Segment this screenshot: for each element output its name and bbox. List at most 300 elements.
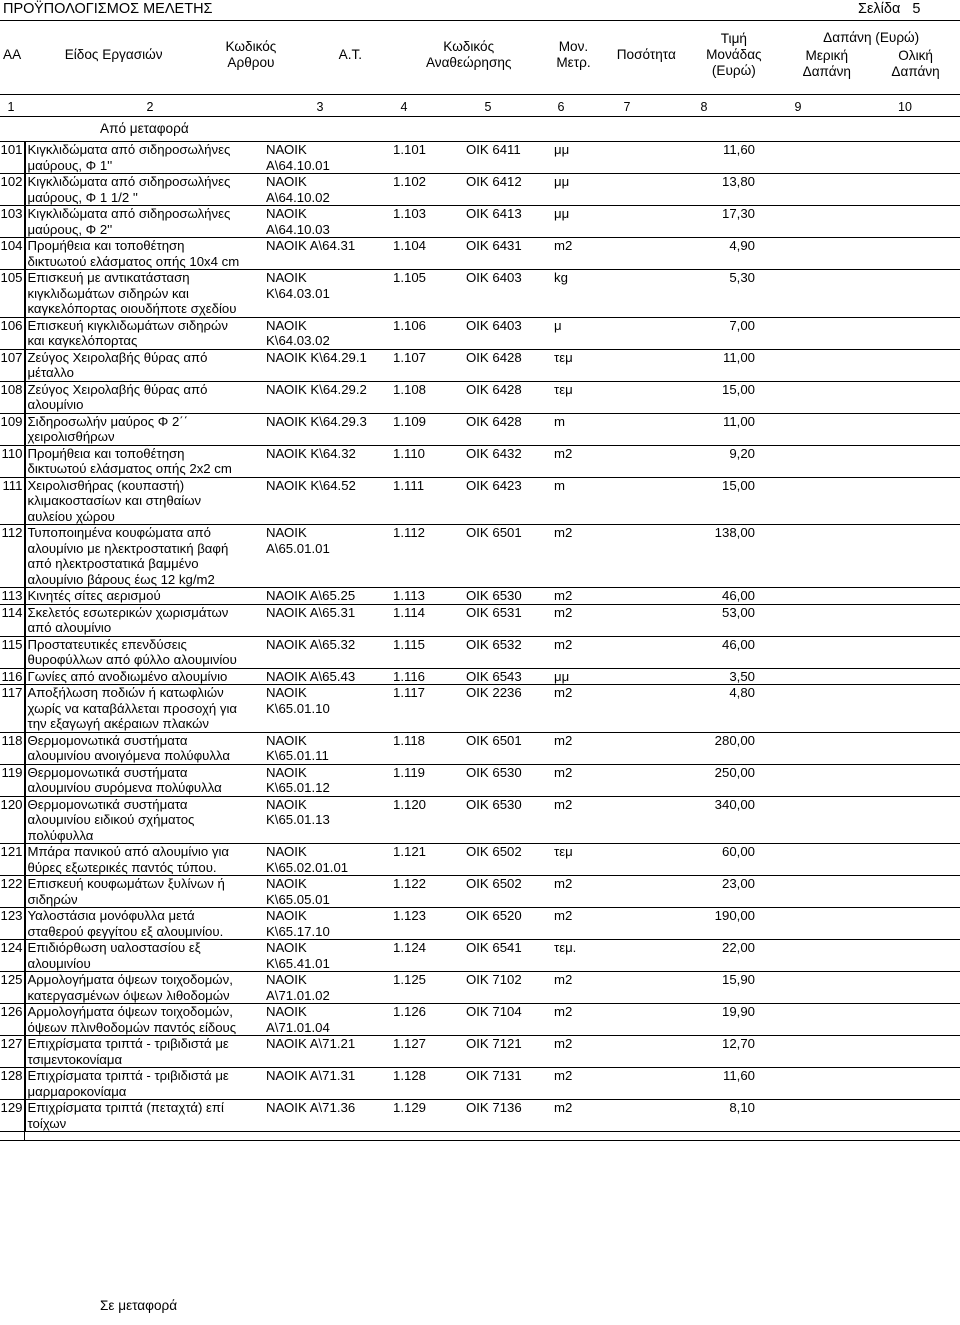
- article-code: [263, 317, 393, 349]
- cost-cells: [760, 876, 960, 908]
- unit: m2: [554, 1004, 634, 1036]
- article-code: [263, 668, 393, 685]
- unit: τεμ: [554, 844, 634, 876]
- article-code-line: ΝΑΟΙΚ Α\65.25: [266, 588, 356, 603]
- table-row: [0, 588, 960, 605]
- description-line: Θερμομονωτικά συστήματα: [27, 796, 188, 812]
- item-description: [25, 142, 263, 174]
- unit-price: 11,00: [634, 349, 760, 381]
- item-number: 109: [0, 413, 25, 445]
- article-code-line: ΝΑΟΙΚ: [266, 732, 307, 748]
- article-code-line: ΝΑΟΙΚ: [266, 270, 307, 285]
- unit: m2: [554, 636, 634, 668]
- item-description: [25, 174, 263, 206]
- article-code: [263, 908, 393, 940]
- table-row: [0, 668, 960, 685]
- unit-price: 15,90: [634, 972, 760, 1004]
- at-code: 1.108: [393, 381, 466, 413]
- unit: m2: [554, 445, 634, 477]
- unit: m2: [554, 1036, 634, 1068]
- article-code-line: Κ\65.01.10: [266, 700, 330, 716]
- description-line: αλουμινίου: [27, 955, 91, 971]
- revision-code: ΟΙΚ 7104: [466, 1004, 554, 1036]
- table-row: [0, 604, 960, 636]
- description-line: χωρίς να καταβάλλεται προσοχή για: [27, 700, 238, 716]
- cost-cells: [760, 940, 960, 972]
- description-line: Χειρολισθήρας (κουπαστή): [27, 477, 185, 493]
- description-line: Προμήθεια και τοποθέτηση: [27, 445, 185, 461]
- item-number: 112: [0, 525, 25, 588]
- revision-code: ΟΙΚ 6502: [466, 876, 554, 908]
- cost-cells: [760, 1004, 960, 1036]
- article-code-line: ΝΑΟΙΚ Α\65.43: [266, 668, 356, 684]
- description-line: κατεργασμένων όψεων λιθοδομών: [27, 987, 230, 1003]
- cost-cells: [760, 381, 960, 413]
- col-kodikos-anath-line1: Κωδικός: [443, 39, 495, 54]
- item-description: [25, 525, 263, 588]
- at-code: 1.110: [393, 445, 466, 477]
- unit: m2: [554, 1100, 634, 1132]
- unit: τεμ.: [554, 940, 634, 972]
- item-description: [25, 1100, 263, 1132]
- cost-cells: [760, 1100, 960, 1132]
- revision-code: ΟΙΚ 7102: [466, 972, 554, 1004]
- description-line: θύρες εξωτερικές παντός τύπου.: [27, 859, 217, 875]
- article-code-line: Α\64.10.01: [266, 157, 330, 173]
- cost-cells: [760, 317, 960, 349]
- at-code: 1.117: [393, 685, 466, 733]
- revision-code: ΟΙΚ 6432: [466, 445, 554, 477]
- column-number: 5: [484, 100, 492, 114]
- revision-code: ΟΙΚ 6530: [466, 796, 554, 844]
- item-number: 128: [0, 1068, 25, 1100]
- table-row: [0, 796, 960, 844]
- table-row: [0, 1068, 960, 1100]
- item-description: [25, 908, 263, 940]
- column-numbers-row: [0, 100, 960, 114]
- item-number: 116: [0, 668, 25, 685]
- unit-price: 3,50: [634, 668, 760, 685]
- revision-code: ΟΙΚ 2236: [466, 685, 554, 733]
- page-number: 5: [912, 1, 921, 17]
- article-code: [263, 1100, 393, 1132]
- at-code: 1.121: [393, 844, 466, 876]
- description-line: από ηλεκτροστατικά βαμμένο: [27, 556, 199, 571]
- article-code: [263, 238, 393, 270]
- article-code-line: Α\64.10.03: [266, 221, 330, 237]
- document-title: ΠΡΟΫΠΟΛΟΓΙΣΜΟΣ ΜΕΛΕΤΗΣ: [3, 1, 213, 17]
- description-line: κιγκλιδωμάτων σιδηρών και: [27, 285, 189, 301]
- table-row: [0, 142, 960, 174]
- description-line: μαρμαροκονίαμα: [27, 1083, 127, 1099]
- revision-code: ΟΙΚ 6501: [466, 525, 554, 588]
- page-label: Σελίδα: [858, 1, 901, 17]
- col-timi-line3: (Ευρώ): [711, 63, 756, 78]
- description-line: Προμήθεια και τοποθέτηση: [27, 238, 185, 253]
- description-line: κλιμακοστασίων και στηθαίων: [27, 493, 202, 508]
- unit: m2: [554, 525, 634, 588]
- at-code: 1.102: [393, 174, 466, 206]
- article-code: [263, 876, 393, 908]
- item-number: 107: [0, 349, 25, 381]
- article-code: [263, 604, 393, 636]
- table-row: [0, 445, 960, 477]
- at-code: 1.119: [393, 764, 466, 796]
- description-line: Μπάρα πανικού από αλουμίνιο για: [27, 844, 229, 859]
- unit: m2: [554, 604, 634, 636]
- article-code-line: Α\65.01.01: [266, 540, 330, 556]
- unit-price: 4,80: [634, 685, 760, 733]
- article-code-line: ΝΑΟΙΚ Α\65.32: [266, 636, 356, 652]
- revision-code: ΟΙΚ 6428: [466, 381, 554, 413]
- article-code-line: Κ\64.03.02: [266, 333, 330, 348]
- description-line: αλουμίνιο: [27, 397, 84, 412]
- table-row: [0, 317, 960, 349]
- item-number: 104: [0, 238, 25, 270]
- item-number: 103: [0, 206, 25, 238]
- item-description: [25, 972, 263, 1004]
- item-number: 113: [0, 588, 25, 605]
- article-code-line: ΝΑΟΙΚ: [266, 764, 307, 780]
- table-row: [0, 477, 960, 525]
- article-code-line: ΝΑΟΙΚ: [266, 796, 307, 812]
- col-dapani: [782, 30, 960, 80]
- article-code-line: ΝΑΟΙΚ: [266, 206, 307, 221]
- description-line: δικτυωτού ελάσματος οπής 2x2 cm: [27, 461, 232, 476]
- col-kodikos-anath: [398, 30, 540, 80]
- table-row: [0, 413, 960, 445]
- unit: m: [554, 413, 634, 445]
- description-line: Αποξήλωση ποδιών ή κατωφλιών: [27, 685, 224, 700]
- unit-price: 60,00: [634, 844, 760, 876]
- at-code: 1.106: [393, 317, 466, 349]
- column-headers: [0, 30, 960, 80]
- at-code: 1.122: [393, 876, 466, 908]
- cost-cells: [760, 174, 960, 206]
- unit: τεμ: [554, 381, 634, 413]
- item-number: 105: [0, 270, 25, 318]
- table-row: [0, 381, 960, 413]
- article-code-line: ΝΑΟΙΚ: [266, 142, 307, 157]
- at-code: 1.111: [393, 477, 466, 525]
- unit-price: 46,00: [634, 636, 760, 668]
- header-bottom-rule: [0, 94, 960, 95]
- description-line: Επιχρίσματα τριπτά - τριβιδιστά με: [27, 1036, 229, 1051]
- unit-price: 250,00: [634, 764, 760, 796]
- article-code: [263, 1004, 393, 1036]
- unit-price: 19,90: [634, 1004, 760, 1036]
- cost-cells: [760, 413, 960, 445]
- article-code: [263, 349, 393, 381]
- unit: m2: [554, 732, 634, 764]
- col-meriki-line1: Μερική: [805, 48, 849, 63]
- cost-cells: [760, 349, 960, 381]
- carry-out-label: Σε μεταφορά: [100, 1298, 178, 1313]
- revision-code: ΟΙΚ 6530: [466, 764, 554, 796]
- description-line: μέταλλο: [27, 365, 74, 380]
- unit: μμ: [554, 206, 634, 238]
- description-line: αυλείου χώρου: [27, 508, 115, 524]
- article-code: [263, 685, 393, 733]
- unit-price: 9,20: [634, 445, 760, 477]
- unit-price: 23,00: [634, 876, 760, 908]
- description-line: Επιχρίσματα τριπτά - τριβιδιστά με: [27, 1068, 229, 1083]
- description-line: Επιδιόρθωση υαλοστασίου εξ: [27, 940, 201, 955]
- item-number: 106: [0, 317, 25, 349]
- article-code-line: ΝΑΟΙΚ Α\65.31: [266, 604, 356, 620]
- unit-price: 340,00: [634, 796, 760, 844]
- column-number: 9: [794, 100, 802, 114]
- article-code-line: Κ\65.05.01: [266, 891, 330, 907]
- article-code: [263, 636, 393, 668]
- unit: m2: [554, 1068, 634, 1100]
- col-oliki-line2: Δαπάνη: [891, 64, 940, 79]
- description-line: Ζεύγος Χειρολαβής θύρας από: [27, 349, 208, 365]
- at-code: 1.118: [393, 732, 466, 764]
- column-number: 8: [700, 100, 708, 114]
- item-number: 124: [0, 940, 25, 972]
- table-row: [0, 1004, 960, 1036]
- column-number: 10: [898, 100, 912, 114]
- at-code: 1.105: [393, 270, 466, 318]
- unit: m2: [554, 588, 634, 605]
- cost-cells: [760, 525, 960, 588]
- description-line: μαύρους, Φ 2'': [27, 221, 113, 237]
- article-code-line: Κ\65.01.12: [266, 780, 330, 795]
- article-code-line: ΝΑΟΙΚ Κ\64.29.3: [266, 413, 367, 429]
- description-line: Θερμομονωτικά συστήματα: [27, 764, 188, 780]
- unit-price: 5,30: [634, 270, 760, 318]
- at-code: 1.109: [393, 413, 466, 445]
- item-description: [25, 317, 263, 349]
- at-code: 1.114: [393, 604, 466, 636]
- unit-price: 46,00: [634, 588, 760, 605]
- article-code-line: ΝΑΟΙΚ: [266, 972, 307, 987]
- unit-price: 11,00: [634, 413, 760, 445]
- footer-rule: [0, 1140, 960, 1141]
- description-line: Κιγκλιδώματα από σιδηροσωλήνες: [27, 142, 231, 157]
- article-code-line: ΝΑΟΙΚ Κ\64.52: [266, 477, 356, 493]
- at-code: 1.112: [393, 525, 466, 588]
- description-line: Κιγκλιδώματα από σιδηροσωλήνες: [27, 206, 231, 221]
- table-row: [0, 636, 960, 668]
- table-row: [0, 174, 960, 206]
- unit: m2: [554, 908, 634, 940]
- item-description: [25, 764, 263, 796]
- items-table: [0, 141, 960, 1132]
- revision-code: ΟΙΚ 6502: [466, 844, 554, 876]
- article-code: [263, 413, 393, 445]
- unit: kg: [554, 270, 634, 318]
- item-description: [25, 844, 263, 876]
- description-line: αλουμίνιο με ηλεκτροστατική βαφή: [27, 540, 229, 556]
- col-kodikos-arthrou-line2: Αρθρου: [227, 55, 275, 70]
- unit-price: 17,30: [634, 206, 760, 238]
- col-mon-line1: Μον.: [558, 39, 589, 54]
- article-code: [263, 1036, 393, 1068]
- col-timi-line1: Τιμή: [720, 31, 747, 46]
- unit: m2: [554, 238, 634, 270]
- item-description: [25, 876, 263, 908]
- article-code-line: ΝΑΟΙΚ: [266, 908, 307, 923]
- description-line: Γωνίες από ανοδιωμένο αλουμίνιο: [27, 668, 228, 684]
- cost-cells: [760, 270, 960, 318]
- article-code-line: Α\64.10.02: [266, 189, 330, 205]
- col-timi: [685, 30, 782, 80]
- description-line: Τυποποιημένα κουφώματα από: [27, 525, 211, 540]
- unit: m: [554, 477, 634, 525]
- revision-code: ΟΙΚ 6520: [466, 908, 554, 940]
- item-number: 108: [0, 381, 25, 413]
- numbers-bottom-rule: [0, 116, 960, 117]
- item-number: 111: [0, 477, 25, 525]
- article-code: [263, 206, 393, 238]
- at-code: 1.123: [393, 908, 466, 940]
- description-line: σιδηρών: [27, 891, 78, 907]
- table-row: [0, 908, 960, 940]
- revision-code: ΟΙΚ 6412: [466, 174, 554, 206]
- description-line: μαύρους, Φ 1'': [27, 157, 113, 173]
- unit: μ: [554, 317, 634, 349]
- article-code-line: ΝΑΟΙΚ Κ\64.32: [266, 445, 356, 461]
- article-code: [263, 525, 393, 588]
- cost-cells: [760, 796, 960, 844]
- item-number: 101: [0, 142, 25, 174]
- item-number: 127: [0, 1036, 25, 1068]
- article-code-line: ΝΑΟΙΚ Α\71.21: [266, 1036, 356, 1051]
- item-description: [25, 238, 263, 270]
- description-line: χειρολισθήρων: [27, 429, 115, 444]
- description-line: Θερμομονωτικά συστήματα: [27, 732, 188, 748]
- revision-code: ΟΙΚ 6413: [466, 206, 554, 238]
- unit: m2: [554, 876, 634, 908]
- col-oliki-line1: Ολική: [898, 48, 933, 63]
- col-timi-line2: Μονάδας: [706, 47, 762, 62]
- item-number: 117: [0, 685, 25, 733]
- at-code: 1.127: [393, 1036, 466, 1068]
- item-number: 120: [0, 796, 25, 844]
- article-code: [263, 270, 393, 318]
- table-row: [0, 844, 960, 876]
- item-description: [25, 1036, 263, 1068]
- item-number: 119: [0, 764, 25, 796]
- col-dapani-group: Δαπάνη (Ευρώ): [823, 30, 920, 45]
- unit: μμ: [554, 174, 634, 206]
- description-line: Αρμολογήματα όψεων τοιχοδομών,: [27, 972, 233, 987]
- table-row: [0, 525, 960, 588]
- article-code-line: ΝΑΟΙΚ Κ\64.29.1: [266, 349, 367, 365]
- col-meriki-line2: Δαπάνη: [802, 64, 851, 79]
- cost-cells: [760, 685, 960, 733]
- article-code: [263, 588, 393, 605]
- unit-price: 280,00: [634, 732, 760, 764]
- revision-code: ΟΙΚ 6428: [466, 349, 554, 381]
- description-line: την εξαγωγή ακέραιων πλακών: [27, 716, 209, 731]
- item-description: [25, 206, 263, 238]
- item-number: 110: [0, 445, 25, 477]
- at-code: 1.103: [393, 206, 466, 238]
- description-line: θυροφύλλων από φύλλο αλουμινίου: [27, 652, 237, 667]
- description-line: τοίχων: [27, 1115, 67, 1131]
- article-code-line: ΝΑΟΙΚ: [266, 685, 307, 700]
- table-row: [0, 732, 960, 764]
- description-line: από αλουμίνιο: [27, 620, 112, 635]
- revision-code: ΟΙΚ 7131: [466, 1068, 554, 1100]
- cost-cells: [760, 1036, 960, 1068]
- description-line: Κινητές σίτες αερισμού: [27, 588, 161, 603]
- unit-price: 7,00: [634, 317, 760, 349]
- article-code: [263, 477, 393, 525]
- article-code-line: Κ\65.01.13: [266, 812, 330, 827]
- item-description: [25, 604, 263, 636]
- article-code-line: ΝΑΟΙΚ: [266, 317, 307, 333]
- table-row: [0, 238, 960, 270]
- article-code-line: ΝΑΟΙΚ: [266, 174, 307, 189]
- description-line: Επισκευή κιγκλιδωμάτων σιδηρών: [27, 317, 228, 333]
- description-line: καγκελόπορτας οιουδήποτε σχεδίου: [27, 301, 237, 316]
- item-number: 129: [0, 1100, 25, 1132]
- item-description: [25, 588, 263, 605]
- item-description: [25, 270, 263, 318]
- col-aa: ΑΑ: [3, 47, 22, 62]
- item-description: [25, 685, 263, 733]
- description-line: και καγκελόπορτας: [27, 333, 138, 348]
- revision-code: ΟΙΚ 6428: [466, 413, 554, 445]
- item-number: 102: [0, 174, 25, 206]
- description-line: όψεων πλινθοδομών παντός είδους: [27, 1019, 237, 1035]
- description-line: Αρμολογήματα όψεων τοιχοδομών,: [27, 1004, 233, 1019]
- article-code: [263, 732, 393, 764]
- col-oliki: [891, 48, 939, 80]
- item-description: [25, 477, 263, 525]
- article-code-line: Κ\65.02.01.01: [266, 859, 349, 875]
- item-description: [25, 668, 263, 685]
- revision-code: ΟΙΚ 6403: [466, 317, 554, 349]
- unit-price: 11,60: [634, 1068, 760, 1100]
- unit-price: 22,00: [634, 940, 760, 972]
- description-line: Ζεύγος Χειρολαβής θύρας από: [27, 381, 208, 397]
- article-code: [263, 445, 393, 477]
- item-number: 125: [0, 972, 25, 1004]
- article-code: [263, 142, 393, 174]
- item-description: [25, 732, 263, 764]
- revision-code: ΟΙΚ 6532: [466, 636, 554, 668]
- item-number: 114: [0, 604, 25, 636]
- item-description: [25, 349, 263, 381]
- description-line: Επισκευή κουφωμάτων ξυλίνων ή: [27, 876, 225, 891]
- unit-price: 15,00: [634, 381, 760, 413]
- table-row: [0, 349, 960, 381]
- table-row: [0, 972, 960, 1004]
- header-rule: [0, 20, 960, 21]
- revision-code: ΟΙΚ 7136: [466, 1100, 554, 1132]
- unit-price: 138,00: [634, 525, 760, 588]
- column-number: 4: [400, 100, 408, 114]
- article-code-line: ΝΑΟΙΚ: [266, 525, 307, 540]
- table-row: [0, 940, 960, 972]
- cost-cells: [760, 972, 960, 1004]
- column-number: 3: [316, 100, 324, 114]
- description-line: Επισκευή με αντικατάσταση: [27, 270, 190, 285]
- article-code-line: ΝΑΟΙΚ: [266, 876, 307, 891]
- item-description: [25, 381, 263, 413]
- unit: μμ: [554, 142, 634, 174]
- item-number: 115: [0, 636, 25, 668]
- at-code: 1.115: [393, 636, 466, 668]
- revision-code: ΟΙΚ 6431: [466, 238, 554, 270]
- description-line: Επιχρίσματα τριπτά (πεταχτά) επί: [27, 1100, 224, 1115]
- col-posotita: Ποσότητα: [616, 47, 676, 62]
